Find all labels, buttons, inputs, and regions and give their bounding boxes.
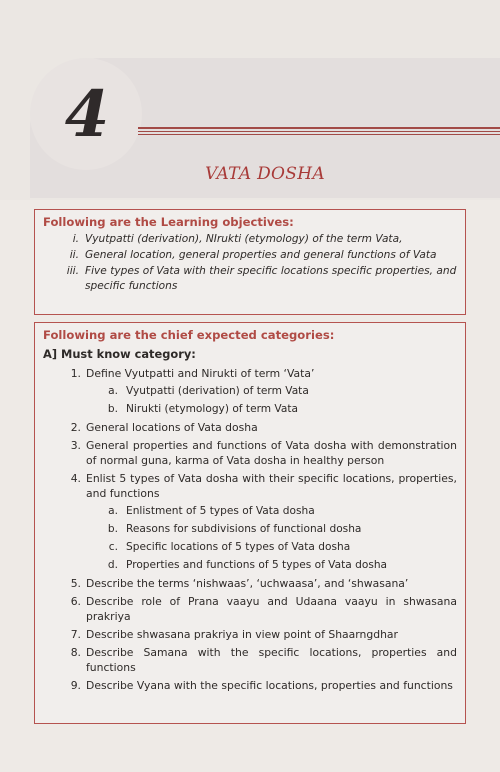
category-subitem: [43, 402, 457, 417]
item-text: Describe Samana with the specific locations, properties and functions: [86, 646, 457, 674]
category-item: [43, 594, 457, 624]
item-text: General locations of Vata dosha: [86, 421, 258, 434]
category-item: [43, 645, 457, 675]
item-number: 2.: [70, 421, 81, 434]
item-text: Describe Vyana with the specific locations, properties and functions: [86, 679, 453, 692]
category-item: [43, 438, 457, 468]
subitem-letter: b.: [107, 403, 118, 415]
learning-objectives-box: [34, 209, 466, 315]
item-text: Describe role of Prana vaayu and Udaana vaayu in shwasana prakriya: [86, 595, 457, 623]
subitem-letter: a.: [108, 505, 118, 517]
item-number: 1.: [70, 367, 81, 380]
item-number: 3.: [70, 439, 81, 452]
header-rule: [138, 131, 500, 132]
category-item: [43, 471, 457, 501]
category-subitem: [43, 522, 457, 537]
item-number: 5.: [70, 577, 81, 590]
category-subitem: [43, 504, 457, 519]
header-rule: [138, 134, 500, 135]
chapter-title: VATA DOSHA: [205, 164, 325, 184]
expected-categories-box: [34, 322, 466, 724]
objective-item: [43, 264, 457, 294]
objective-item: [43, 232, 457, 247]
item-text: Describe shwasana prakriya in view point of Shaarngdhar: [86, 628, 398, 641]
category-item: [43, 420, 457, 435]
objective-text: General location, general properties and general functions of Vata: [85, 249, 437, 261]
item-number: 4.: [70, 472, 81, 485]
objective-number: i.: [72, 233, 79, 245]
subitem-text: Specific locations of 5 types of Vata dosha: [126, 541, 351, 553]
item-text: Enlist 5 types of Vata dosha with their specific locations, properties, and functions: [86, 472, 457, 500]
subitem-text: Reasons for subdivisions of functional dosha: [126, 523, 362, 535]
objective-text: Five types of Vata with their specific locations specific properties, and specific functions: [85, 265, 457, 292]
subitem-letter: c.: [108, 541, 118, 553]
category-item: [43, 576, 457, 591]
item-number: 7.: [70, 628, 81, 641]
item-number: 6.: [70, 595, 81, 608]
category-item: [43, 627, 457, 642]
subitem-text: Vyutpatti (derivation) of term Vata: [126, 385, 309, 397]
objective-number: ii.: [69, 249, 79, 261]
category-item: [43, 678, 457, 693]
item-text: General properties and functions of Vata dosha with demonstration of normal guna, karma of Vata dosha in healthy person: [86, 439, 457, 467]
subitem-text: Properties and functions of 5 types of Vata dosha: [126, 559, 388, 571]
subitem-text: Enlistment of 5 types of Vata dosha: [126, 505, 315, 517]
subitem-letter: d.: [107, 559, 118, 571]
item-number: 8.: [70, 646, 81, 659]
expected-categories-heading: Following are the chief expected categories:: [43, 328, 335, 342]
category-subitem: [43, 540, 457, 555]
must-know-category-heading: A] Must know category:: [43, 347, 196, 361]
objective-text: Vyutpatti (derivation), NIrukti (etymology) of the term Vata,: [85, 233, 403, 245]
subitem-letter: b.: [107, 523, 118, 535]
chapter-number: 4: [64, 77, 110, 152]
item-number: 9.: [70, 679, 81, 692]
item-text: Describe the terms ‘nishwaas’, ‘uchwaasa’, and ‘shwasana’: [86, 577, 409, 590]
header-rule: [138, 127, 500, 129]
category-subitem: [43, 384, 457, 399]
objective-number: iii.: [66, 265, 79, 277]
item-text: Define Vyutpatti and Nirukti of term ‘Vata’: [86, 367, 315, 380]
category-item: [43, 366, 457, 381]
subitem-letter: a.: [108, 385, 118, 397]
category-subitem: [43, 558, 457, 573]
subitem-text: Nirukti (etymology) of term Vata: [126, 403, 298, 415]
objective-item: [43, 248, 457, 263]
learning-objectives-heading: Following are the Learning objectives:: [43, 215, 294, 229]
